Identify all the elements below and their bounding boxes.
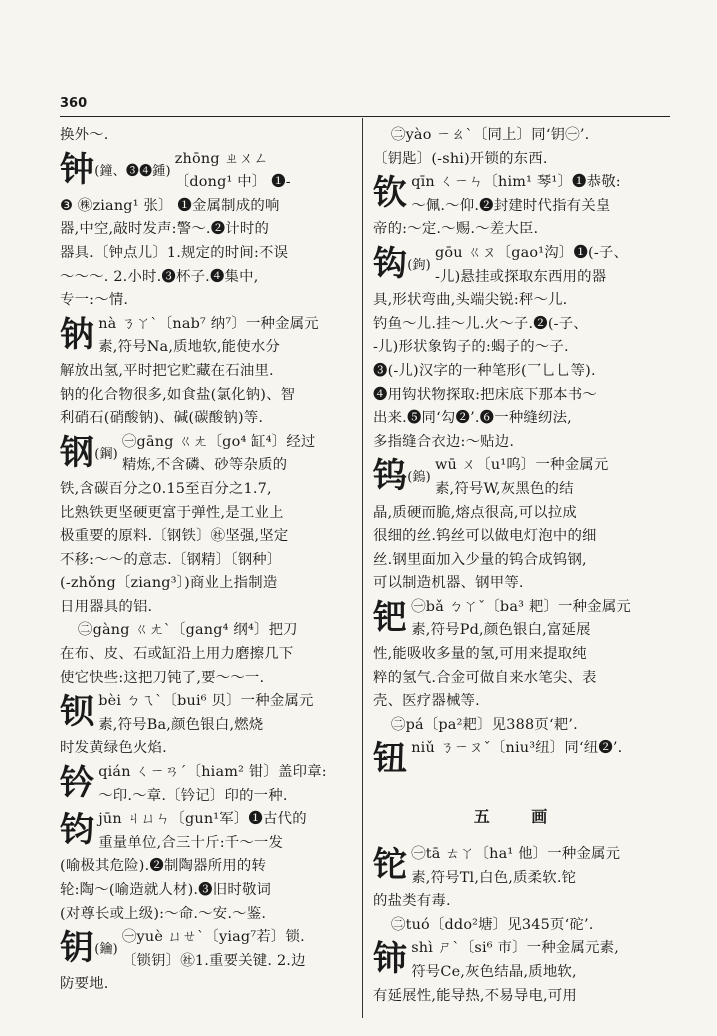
text-line: 性,能吸收多量的氢,可用来提取纯 xyxy=(373,646,587,663)
text-line: ㊁pá〔pa²耙〕见388页‘耙’. xyxy=(391,716,578,733)
headword: 钢(鋼) xyxy=(60,432,118,473)
headword: 钮 xyxy=(373,739,408,780)
entry-shi xyxy=(373,937,666,1008)
headword: 钦 xyxy=(373,173,408,214)
text-line: ㊁gàng ㄍㄤˋ〔gang⁴ 纲⁴〕把刀 xyxy=(78,622,298,639)
entry-qian xyxy=(60,761,350,808)
text-line: 素,符号Tl,白色,质柔软.铊 xyxy=(411,869,577,886)
text-line: niǔ ㄋㄧㄡˇ〔niu³纽〕同‘纽❷’. xyxy=(411,740,623,757)
text-line: 器,中空,敲时发声:警～.❷计时的 xyxy=(60,221,270,238)
text-line: 有延展性,能导热,不易导电,可用 xyxy=(373,987,578,1004)
text-line: 〔钥匙〕(-shi)开锁的东西. xyxy=(373,150,548,167)
text-line: ～佩.～仰.❷封建时代指有关皇 xyxy=(411,197,611,214)
entry-jun xyxy=(60,808,350,926)
text-line: 时发黄绿色火焰. xyxy=(60,740,167,757)
text-line: 极重要的原料.〔钢铁〕㊓坚强,坚定 xyxy=(60,528,289,545)
text-line: -儿)悬挂或探取东西用的器 xyxy=(434,268,607,285)
left-column xyxy=(60,124,350,997)
right-column xyxy=(373,124,666,1008)
entry-yue xyxy=(60,926,350,997)
entry-bei xyxy=(60,690,350,761)
text-line: 钓鱼～儿.挂～儿.火～子.❷(-子、 xyxy=(373,315,588,332)
text-line: 素,符号Ba,颜色银白,燃烧 xyxy=(98,716,264,733)
entry-ba xyxy=(373,596,666,738)
entry-gou xyxy=(373,242,666,454)
text-line: ㊁yào ㄧㄠˋ〔同上〕同‘钥㊀’. xyxy=(391,127,590,143)
text-line: (对尊长或上级):～命.～安.～鉴. xyxy=(60,905,267,922)
text-line: 精炼,不含磷、砂等杂质的 xyxy=(121,457,288,474)
text-line: shì ㄕˋ〔si⁶ 市〕一种金属元素, xyxy=(411,940,620,957)
text-line: wū ㄨ〔u¹呜〕一种金属元 xyxy=(434,457,609,474)
text-line: 丝.钢里面加入少量的钨合成钨钢, xyxy=(373,551,587,568)
text-line: ❸(-儿)汉字的一种笔形(乛乚乚等). xyxy=(373,362,596,379)
headword: 铊 xyxy=(373,845,408,886)
headword: 钧 xyxy=(60,810,95,851)
entry-na xyxy=(60,313,350,431)
entry-zhong xyxy=(60,148,350,313)
text-line: 多指缝合衣边:～贴边. xyxy=(373,433,515,450)
text-line: 壳、医疗器械等. xyxy=(373,693,480,710)
text-line: ㊀yuè ㄩㄝˋ〔yiag⁷若〕锁. xyxy=(121,929,305,946)
text-line: 日用器具的铝. xyxy=(60,598,153,615)
text-line: 〔锁钥〕㊓1.重要关键. 2.边 xyxy=(121,952,306,969)
text-line: 具,形状弯曲,头端尖锐:秤～儿. xyxy=(373,292,568,309)
text-line: 利硝石(硝酸钠)、碱(碳酸钠)等. xyxy=(60,410,264,427)
variant-forms: (鉤) xyxy=(407,257,431,273)
text-line: ❹用钩状物探取:把床底下那本书～ xyxy=(373,386,597,403)
text-line: (-zhǒng〔ziang³〕)商业上指制造 xyxy=(60,575,278,592)
text-line: 的盐类有毒. xyxy=(373,893,451,910)
text-line: 可以制造机器、钢甲等. xyxy=(373,575,524,592)
variant-forms: (鐘、❸❹鍾) xyxy=(94,163,171,179)
text-line: 换外～. xyxy=(60,127,109,143)
text-line: ❸ ㊑ziang¹ 张〕 ❶金属制成的响 xyxy=(60,197,280,214)
variant-forms: (鋼) xyxy=(94,446,118,462)
text-line: 在布、皮、石或缸沿上用力磨擦几下 xyxy=(60,646,294,663)
text-line: gōu ㄍㄡ〔gao¹沟〕❶(-子、 xyxy=(434,244,629,261)
text-line: 素,符号Na,质地软,能使水分 xyxy=(98,339,281,356)
text-line: 轮:陶～(喻造就人材).❸旧时敬词 xyxy=(60,882,272,898)
text-line: ㊀gāng ㄍㄤ〔go⁴ 缸⁴〕经过 xyxy=(121,433,316,450)
text-line: qīn ㄑㄧㄣ〔him¹ 琴¹〕❶恭敬: xyxy=(411,174,621,191)
text-line: -儿)形状象钩子的:蝎子的～子. xyxy=(373,339,569,356)
text-line: 帝的:～定.～赐.～差大臣. xyxy=(373,221,539,238)
text-line: qián ㄑㄧㄢˊ〔hiam² 钳〕盖印章: xyxy=(98,764,327,781)
text-line: (喻极其危险).❷制陶器所用的转 xyxy=(60,858,267,875)
text-line: nà ㄋㄚˋ〔nab⁷ 纳⁷〕一种金属元 xyxy=(98,315,319,332)
headword: 钡 xyxy=(60,692,95,733)
text-line: 素,符号W,灰黑色的结 xyxy=(434,480,574,497)
headword: 钩(鉤) xyxy=(373,243,431,284)
headword: 钯 xyxy=(373,597,408,638)
entry-gang xyxy=(60,431,350,691)
text-line: ～～～. 2.小时.❸杯子.❹集中, xyxy=(60,268,259,285)
text-line: 器具.〔钟点儿〕1.规定的时间:不误 xyxy=(60,244,289,261)
headword: 钠 xyxy=(60,314,95,355)
headword: 钟(鐘、❸❹鍾) xyxy=(60,149,171,190)
text-line: ㊁tuó〔ddo²塘〕见345页‘砣’. xyxy=(391,916,594,933)
entry-ta xyxy=(373,843,666,937)
variant-forms: (鑰) xyxy=(94,942,118,958)
text-line: 专一:～情. xyxy=(60,292,129,309)
header-rule xyxy=(60,116,670,117)
headword: 钥(鑰) xyxy=(60,928,118,969)
section-title: 五 画 xyxy=(473,807,566,827)
text-line: 解放出氢,平时把它贮藏在石油里. xyxy=(60,362,274,379)
text-line: ～印.～章.〔钤记〕印的一种. xyxy=(98,787,288,804)
text-line: 铁,含碳百分之0.15至百分之1.7, xyxy=(60,480,272,497)
entry-wu xyxy=(373,454,666,596)
text-line: ㊀tā ㄊㄚ〔ha¹ 他〕一种金属元 xyxy=(411,846,621,863)
headword: 钤 xyxy=(60,763,95,804)
headword: 钨(鎢) xyxy=(373,456,431,497)
text-line: 出来.❺同‘勾❷’.❻一种缝纫法, xyxy=(373,410,572,427)
page-number: 360 xyxy=(60,96,88,111)
text-line: jūn ㄐㄩㄣ〔gun¹军〕❶古代的 xyxy=(98,811,307,828)
text-line: 防要地. xyxy=(60,976,109,993)
entry-niu xyxy=(373,737,666,783)
text-line: 很细的丝.钨丝可以做电灯泡中的细 xyxy=(373,528,597,545)
text-line: 不移:～～的意志.〔钢精〕〔钢种〕 xyxy=(60,551,282,568)
entry-qin xyxy=(373,171,666,242)
text-line: 使它快些:这把刀钝了,要～～一. xyxy=(60,669,265,686)
text-line: 粹的氢气.合金可做自来水笔尖、表 xyxy=(373,669,597,686)
text-line: ㊀bǎ ㄅㄚˇ〔ba³ 耙〕一种金属元 xyxy=(411,598,631,615)
text-line: 素,符号Pd,颜色银白,富延展 xyxy=(411,622,591,639)
text-line: 重量单位,合三十斤:千～一发 xyxy=(98,834,284,851)
text-line: 晶,质硬而脆,熔点很高,可以拉成 xyxy=(373,504,578,521)
text-line: zhōng ㄓㄨㄥ xyxy=(174,150,269,167)
text-line: 比熟铁更坚硬更富于弹性,是工业上 xyxy=(60,504,284,521)
variant-forms: (鎢) xyxy=(407,470,431,486)
text-line: 钠的化合物很多,如食盐(氯化钠)、智 xyxy=(60,386,296,403)
column-divider xyxy=(362,118,363,1018)
entry-yao xyxy=(373,124,666,171)
headword: 铈 xyxy=(373,939,408,980)
text-line: 符号Ce,灰色结晶,质地软, xyxy=(411,964,577,980)
text-line: bèi ㄅㄟˋ〔bui⁶ 贝〕一种金属元 xyxy=(98,693,314,710)
text-line: 〔dong¹ 中〕 ❶- xyxy=(174,174,291,191)
